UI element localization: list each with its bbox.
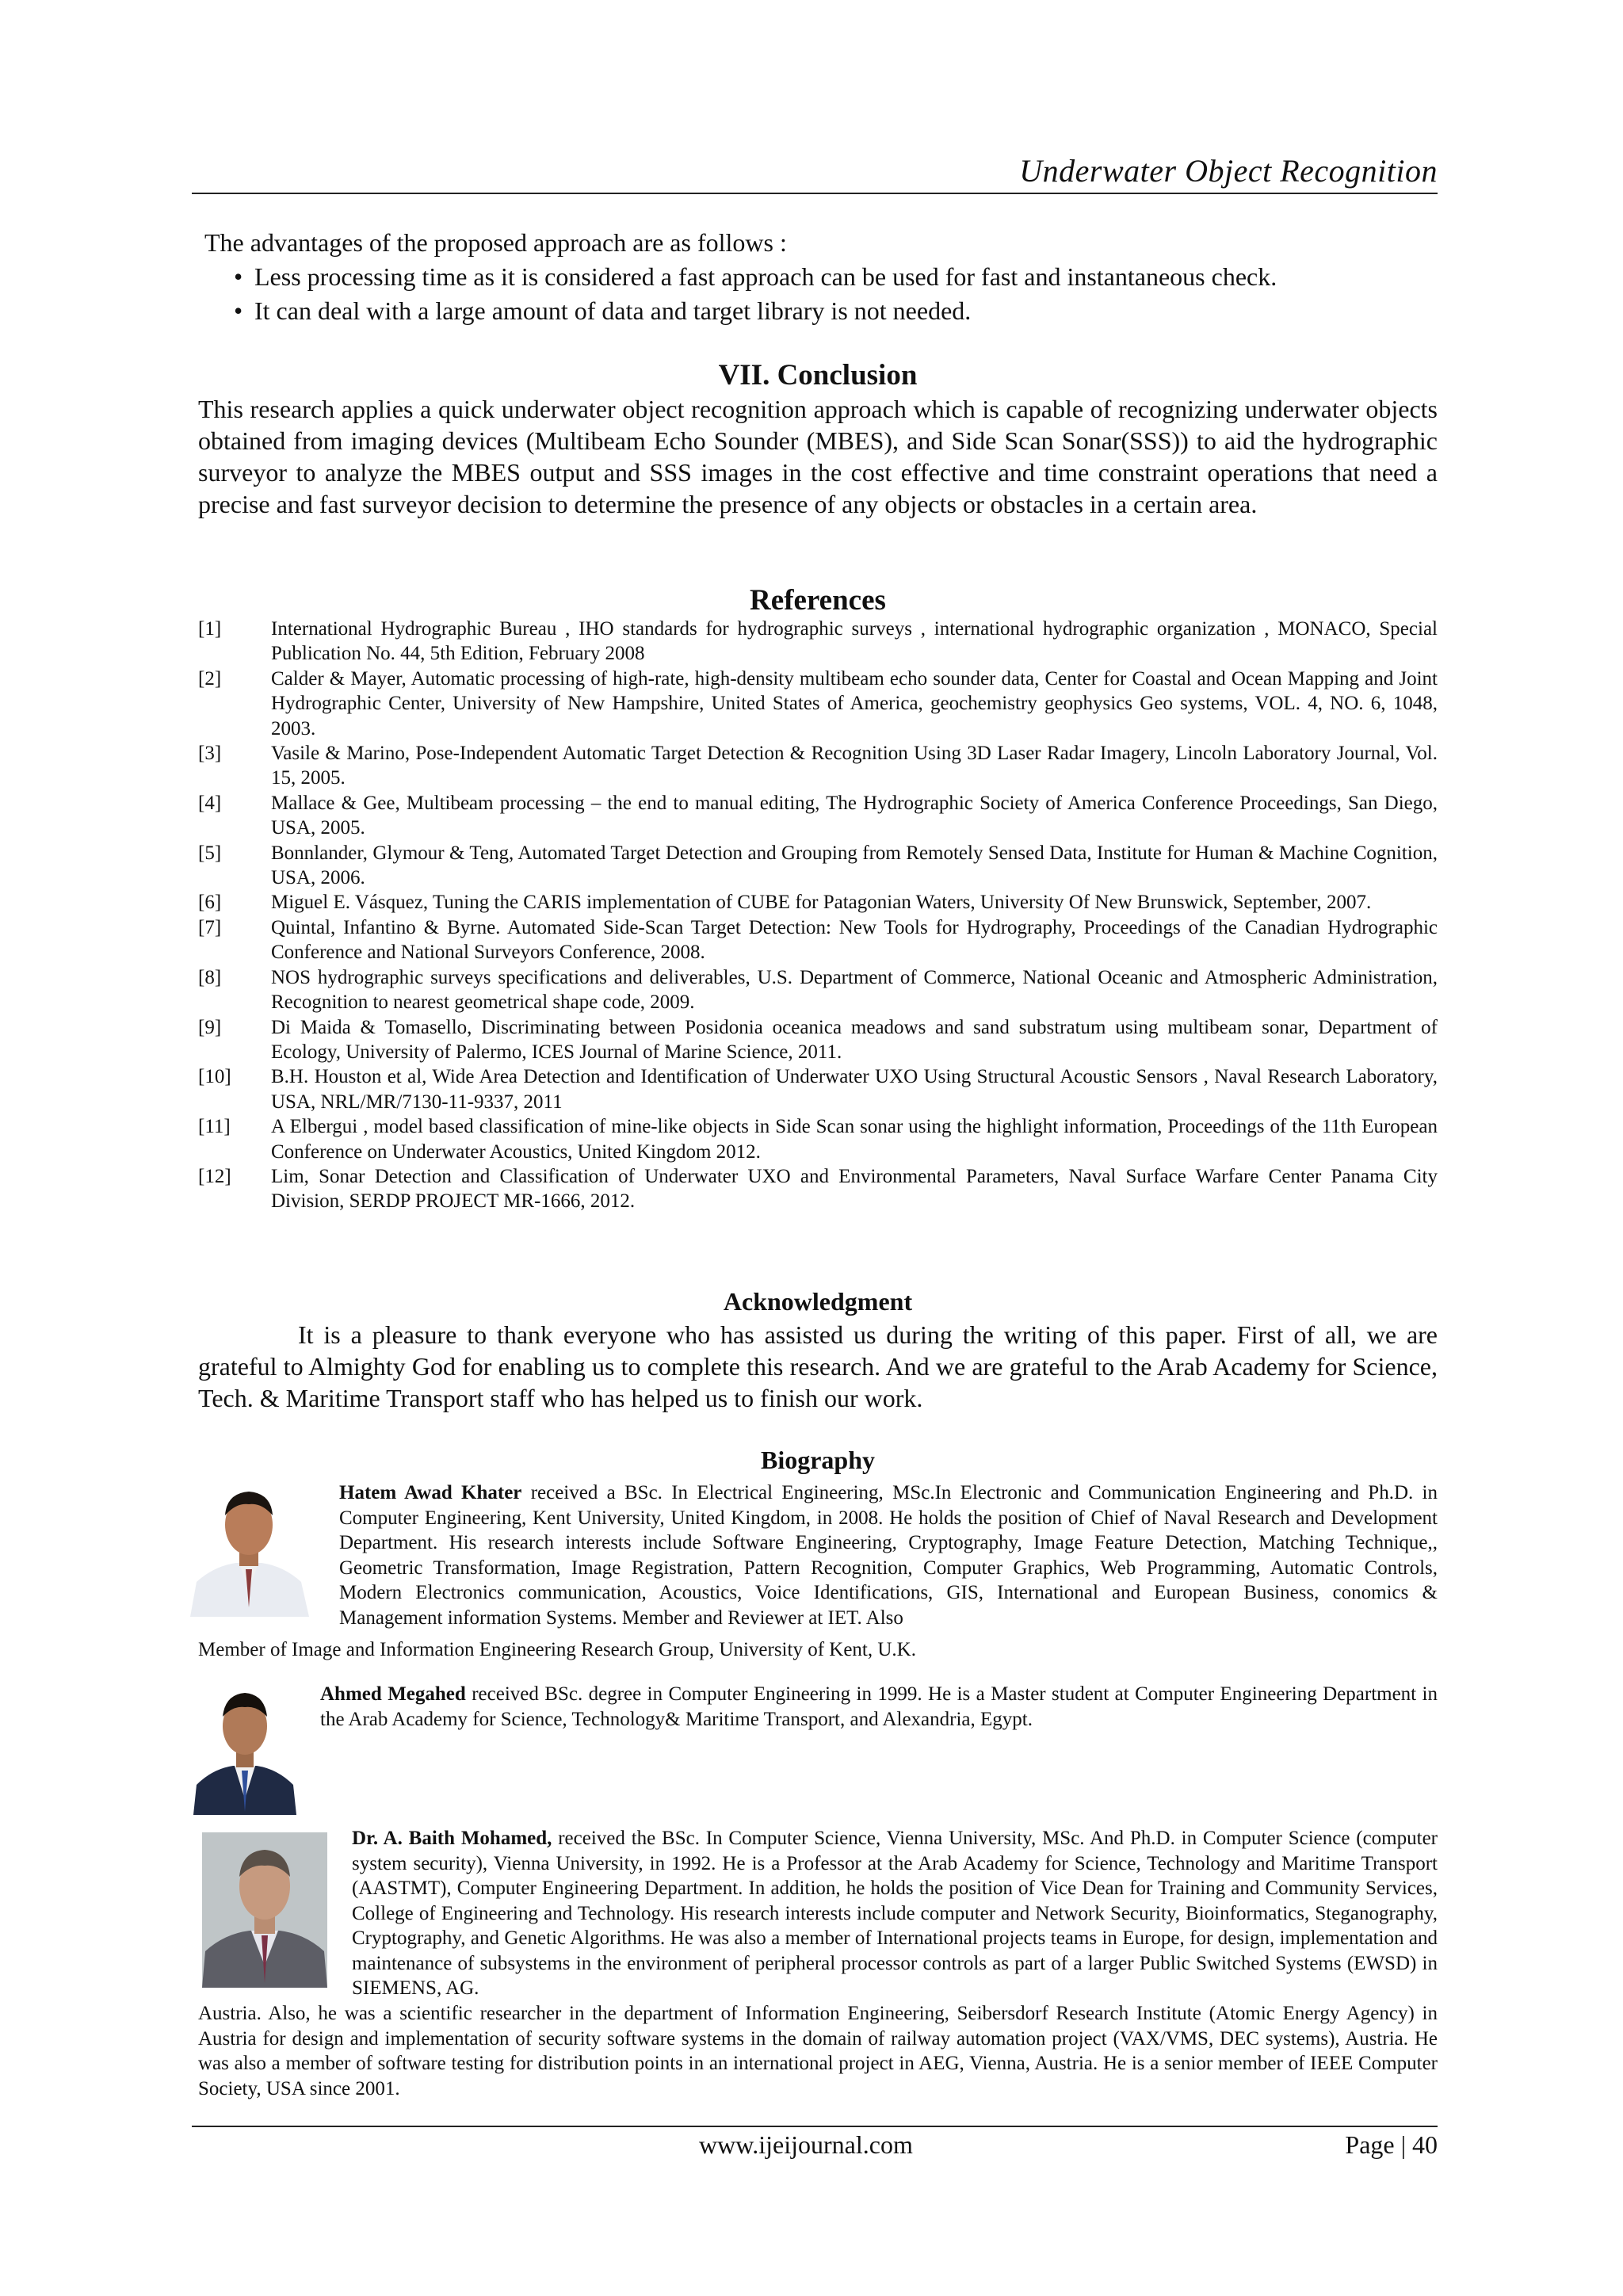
reference-number: [9] bbox=[198, 1016, 222, 1038]
reference-number: [12] bbox=[198, 1165, 231, 1187]
conclusion-text: This research applies a quick underwater object recognition approach which is capable of recognizing underwater objects obtained from imaging devices (Multibeam Echo Sounder (MBES), and Side Scan Sonar(SSS)) to aid the hydrographic surveyor to analyze the MBES output and SSS images in the cost effective and time constraint operations that need a precise and fast surveyor decision to determine the presence of any objects or obstacles in a certain area. bbox=[198, 395, 1438, 518]
bio-hatem-tail: Member of Image and Information Engineering Research Group, University of Kent, U.K. bbox=[198, 1639, 916, 1660]
bio-name: Dr. A. Baith Mohamed, bbox=[352, 1828, 552, 1849]
references-heading: References bbox=[750, 584, 886, 617]
reference-item bbox=[198, 841, 1438, 891]
reference-number: [3] bbox=[198, 743, 222, 765]
reference-number: [2] bbox=[198, 667, 222, 690]
reference-item bbox=[198, 617, 1438, 667]
reference-item bbox=[198, 1064, 1438, 1114]
acknowledgment-text: It is a pleasure to thank everyone who has assisted us during the writing of this paper. First of all, we are grateful to Almighty God for enabling us to complete this research. And we are grateful to the Arab Academy for Science, Tech. & Maritime Transport staff who has helped us to finish our work. bbox=[198, 1320, 1438, 1412]
journal-url[interactable]: www.ijeijournal.com bbox=[699, 2130, 913, 2159]
reference-item bbox=[198, 915, 1438, 965]
bio-ahmed bbox=[320, 1682, 1438, 1732]
references-list bbox=[198, 617, 1438, 1214]
acknowledgment-heading: Acknowledgment bbox=[723, 1287, 913, 1316]
reference-text: NOS hydrographic surveys specifications and deliverables, U.S. Department of Commerce, National Oceanic and Atmospheric Administration, Recognition to nearest geometrical shape code, 2009. bbox=[271, 966, 1438, 1014]
bio-body: received the BSc. In Computer Science, Vienna University, MSc. And Ph.D. in Computer Science (computer system security), Vienna University, in 1992. He is a Professor at the Arab Academy for Science, Technology and Maritime Transport (AASTMT), Computer Engineering Department. In addition, he holds the position of Vice Dean for Training and Community Services, College of Engineering and Technology. His research interests include computer and Network Security, Bioinformatics, Steganography, Cryptography, and Genetic Algorithms. He was also a member of International projects teams in Europe, for design, implementation and maintenance of subsystems in the environment of peripheral processor controls as part of a larger Public Switched Systems (EWSD) in SIEMENS, AG. bbox=[352, 1828, 1438, 1999]
reference-item bbox=[198, 965, 1438, 1015]
reference-text: Mallace & Gee, Multibeam processing – the end to manual editing, The Hydrographic Society of America Conference Proceedings, San Diego, USA, 2005. bbox=[271, 792, 1438, 839]
running-header: Underwater Object Recognition bbox=[1019, 153, 1438, 189]
reference-text: A Elbergui , model based classification of mine-like objects in Side Scan sonar using the highlight information, Proceedings of the 11th European Conference on Underwater Acoustics, United Kingdom 2012. bbox=[271, 1116, 1438, 1163]
reference-item bbox=[198, 667, 1438, 741]
reference-text: International Hydrographic Bureau , IHO standards for hydrographic surveys , international hydrographic organization , MONACO, Special Publication No. 44, 5th Edition, February 2008 bbox=[271, 618, 1438, 665]
footer-rule bbox=[192, 2126, 1438, 2127]
conclusion-heading: VII. Conclusion bbox=[718, 359, 918, 392]
advantage-item: • Less processing time as it is considered a fast approach can be used for fast and instantaneous check. bbox=[234, 260, 1423, 294]
bio-hatem bbox=[339, 1480, 1438, 1630]
bio-body: received a BSc. In Electrical Engineering, MSc.In Electronic and Communication Engineering and Ph.D. in Computer Engineering, Kent University, United Kingdom, in 2008. He holds the position of Chief of Naval Research and Development Department. His research interests include Software Engineering, Cryptography, Image Feature Detection, Matching Technique,, Geometric Transformation, Image Registration, Pattern Recognition, Computer Graphics, Web Programming, Automatic Controls, Modern Electronics communication, Acoustics, Voice Identifications, GIS, International and European Business, conomics & Management information Systems. Member and Reviewer at IET. Also bbox=[339, 1482, 1438, 1629]
reference-number: [1] bbox=[198, 618, 222, 640]
reference-item bbox=[198, 1164, 1438, 1214]
reference-item bbox=[198, 741, 1438, 791]
bio-body: received BSc. degree in Computer Engineering in 1999. He is a Master student at Computer Engineering Department in the Arab Academy for Science, Technology& Maritime Transport, and Alexandria, Egypt. bbox=[320, 1683, 1438, 1730]
reference-number: [11] bbox=[198, 1116, 231, 1138]
advantages-intro: The advantages of the proposed approach are as follows : bbox=[204, 228, 787, 257]
reference-text: Quintal, Infantino & Byrne. Automated Side-Scan Target Detection: New Tools for Hydrography, Proceedings of the Canadian Hydrographic Conference and National Surveyors Conference, 2008. bbox=[271, 916, 1438, 964]
reference-item bbox=[198, 1114, 1438, 1164]
reference-text: Miguel E. Vásquez, Tuning the CARIS implementation of CUBE for Patagonian Waters, University Of New Brunswick, September, 2007. bbox=[271, 892, 1372, 914]
reference-text: Calder & Mayer, Automatic processing of high-rate, high-density multibeam echo sounder data, Center for Coastal and Ocean Mapping and Joint Hydrographic Center, University of New Hampshire, United States of America, geochemistry geophysics Geo systems, VOL. 4, NO. 6, 1048, 2003. bbox=[271, 667, 1438, 739]
reference-number: [5] bbox=[198, 842, 222, 864]
bio-baith bbox=[352, 1826, 1438, 2001]
page-number: Page | 40 bbox=[1345, 2130, 1438, 2159]
reference-number: [7] bbox=[198, 916, 222, 938]
reference-text: Di Maida & Tomasello, Discriminating between Posidonia oceanica meadows and sand substratum using multibeam sonar, Department of Ecology, University of Palermo, ICES Journal of Marine Science, 2011. bbox=[271, 1016, 1438, 1063]
reference-text: Bonnlander, Glymour & Teng, Automated Target Detection and Grouping from Remotely Sensed Data, Institute for Human & Machine Cognition, USA, 2006. bbox=[271, 842, 1438, 889]
advantage-item: • It can deal with a large amount of data and target library is not needed. bbox=[234, 294, 1423, 328]
reference-number: [8] bbox=[198, 966, 222, 988]
reference-text: B.H. Houston et al, Wide Area Detection and Identification of Underwater UXO Using Structural Acoustic Sensors , Naval Research Laboratory, USA, NRL/MR/7130-11-9337, 2011 bbox=[271, 1066, 1438, 1113]
author-photo bbox=[202, 1832, 327, 1988]
bio-name: Ahmed Megahed bbox=[320, 1683, 466, 1705]
author-photo bbox=[193, 1680, 296, 1815]
reference-item bbox=[198, 791, 1438, 841]
advantages-list bbox=[234, 260, 1423, 328]
bio-baith-tail: Austria. Also, he was a scientific researcher in the department of Information Engineering, Seibersdorf Research Institute (Atomic Energy Agency) in Austria for design and implementation of security software systems in the domain of railway automation project (VAX/VMS, DEC systems), Austria. He was also a member of software testing for distribution points in an international project in AEG, Vienna, Austria. He is a senior member of IEEE Computer Society, USA since 2001. bbox=[198, 2003, 1438, 2099]
author-photo bbox=[182, 1480, 315, 1617]
reference-number: [10] bbox=[198, 1066, 231, 1088]
reference-number: [4] bbox=[198, 792, 222, 814]
reference-number: [6] bbox=[198, 892, 222, 914]
header-rule bbox=[192, 193, 1438, 194]
reference-item bbox=[198, 1015, 1438, 1065]
bio-name: Hatem Awad Khater bbox=[339, 1482, 522, 1503]
reference-text: Lim, Sonar Detection and Classification of Underwater UXO and Environmental Parameters, Naval Surface Warfare Center Panama City Division, SERDP PROJECT MR-1666, 2012. bbox=[271, 1165, 1438, 1213]
reference-text: Vasile & Marino, Pose-Independent Automatic Target Detection & Recognition Using 3D Laser Radar Imagery, Lincoln Laboratory Journal, Vol. 15, 2005. bbox=[271, 743, 1438, 789]
reference-item bbox=[198, 890, 1438, 915]
biography-heading: Biography bbox=[760, 1446, 876, 1474]
